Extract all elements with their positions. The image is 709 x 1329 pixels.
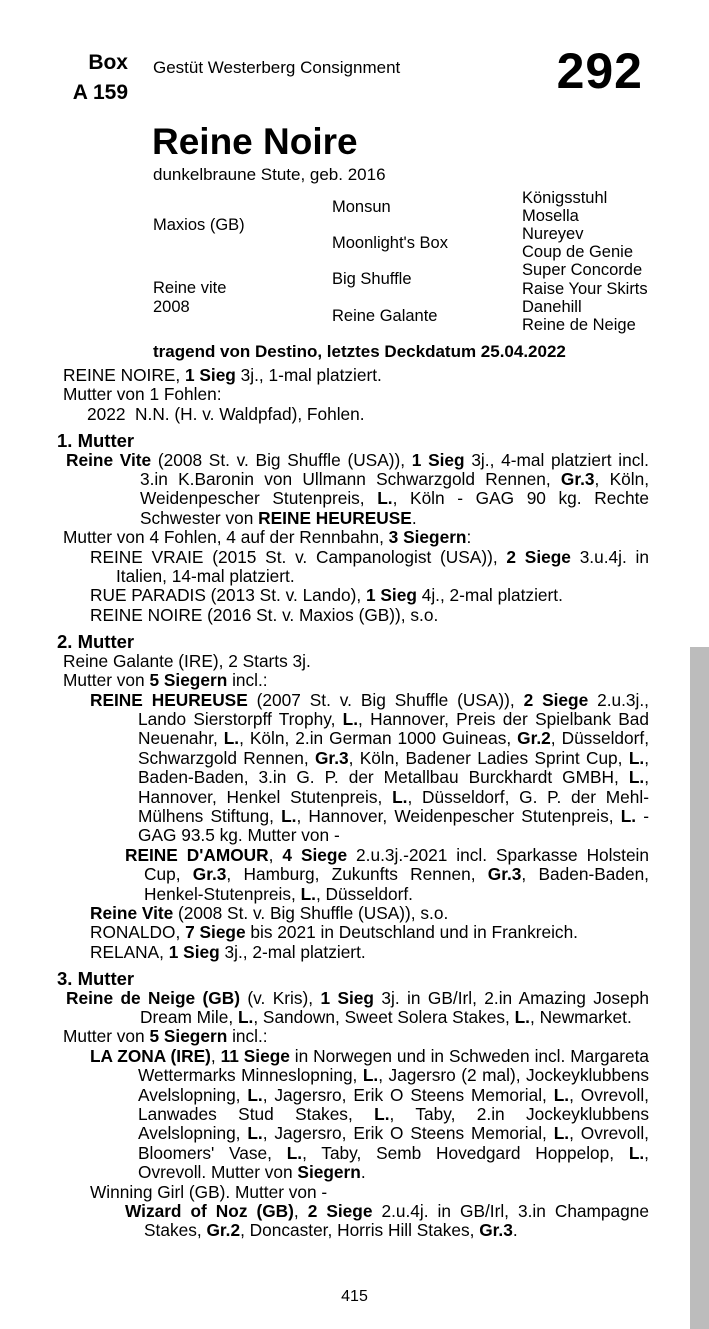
- box-label: Box: [88, 51, 128, 74]
- pedigree-gen3-name: Coup de Genie: [522, 243, 633, 262]
- scrollbar-thumb[interactable]: [690, 647, 709, 1329]
- offspring-entry-rue-paradis: RUE PARADIS (2013 St. v. Lando), 1 Sieg 4j., 2-mal platziert.: [90, 585, 563, 606]
- produce-summary-line: Mutter von 4 Fohlen, 4 auf der Rennbahn, 3 Siegern:: [63, 527, 472, 548]
- pedigree-name: Maxios (GB): [153, 215, 245, 234]
- offspring-entry-reine-noire: REINE NOIRE (2016 St. v. Maxios (GB)), s.o.: [90, 604, 439, 625]
- box-assignment: [40, 48, 128, 108]
- produce-summary-line: Mutter von 5 Siegern incl.:: [63, 670, 268, 691]
- catalog-body: [57, 365, 650, 1241]
- offspring-entry-relana: RELANA, 1 Sieg 3j., 2-mal platziert.: [90, 941, 366, 962]
- lot-number: 292: [556, 43, 643, 99]
- offspring-entry-la-zona: LA ZONA (IRE), 11 Siege in Norwegen und in Schweden incl. Margareta Wettermarks Minneslopning, L., Jagersro (2 mal), Jockeyklubbens Avelslopning, L., Jagersro, Erik O Steens Memorial, L., Ovrevoll, Lanwades Stud Stakes, L., Taby, 2.in Jockeyklubbens Avelslopning, L., Jagersro, Erik O Steens Memorial, L., Ovrevoll, Bloomers' Vase, L., Taby, Semb Hovedgard Hoppelop, L., Ovrevoll. Mutter von Siegern.: [90, 1045, 649, 1183]
- offspring-entry-reine-damour: REINE D'AMOUR, 4 Siege 2.u.3j.-2021 incl. Sparkasse Holstein Cup, Gr.3, Hamburg, Zukunfts Rennen, Gr.3, Baden-Baden, Henkel-Stutenpreis, L., Düsseldorf.: [125, 844, 650, 904]
- offspring-entry-reine-vraie: REINE VRAIE (2015 St. v. Campanologist (USA)), 2 Siege 3.u.4j. in Italien, 14-mal platziert.: [90, 546, 649, 587]
- offspring-entry-reine-vite: Reine Vite (2008 St. v. Big Shuffle (USA)), s.o.: [90, 902, 449, 923]
- pedigree-gen2-sire-of-dam: [332, 262, 522, 298]
- section-heading-1st-dam: 1. Mutter: [57, 430, 135, 452]
- pedigree-name: Big Shuffle: [332, 270, 412, 289]
- pedigree-gen3-name: Nureyev: [522, 224, 584, 243]
- page-number: 415: [341, 1288, 368, 1305]
- pedigree-table: [153, 189, 653, 335]
- pedigree-gen3-name: Raise Your Skirts: [522, 279, 648, 298]
- pedigree-name: Reine Galante: [332, 306, 438, 325]
- pedigree-gen2-dam-of-sire: [332, 225, 522, 261]
- offspring-entry-winning-girl: Winning Girl (GB). Mutter von -: [90, 1181, 328, 1202]
- section-heading-2nd-dam: 2. Mutter: [57, 631, 135, 653]
- horse-details: dunkelbraune Stute, geb. 2016: [153, 165, 386, 184]
- produce-summary-line: Mutter von 5 Siegern incl.:: [63, 1026, 268, 1047]
- pedigree-name: Reine vite: [153, 279, 227, 298]
- offspring-entry-ronaldo: RONALDO, 7 Siege bis 2021 in Deutschland und in Frankreich.: [90, 922, 578, 943]
- pedigree-dam: [153, 262, 332, 335]
- race-record-line: REINE NOIRE, 1 Sieg 3j., 1-mal platziert.: [63, 365, 382, 385]
- pedigree-dam-year: 2008: [153, 298, 190, 317]
- pedigree-gen3-name: Reine de Neige: [522, 315, 636, 334]
- offspring-entry-reine-heureuse: REINE HEUREUSE (2007 St. v. Big Shuffle (USA)), 2 Siege 2.u.3j., Lando Sierstorpff Trophy, L., Hannover, Preis der Spielbank Bad Neuenahr, L., Köln, 2.in German 1000 Guineas, Gr.2, Düsseldorf, Schwarzgold Rennen, Gr.3, Köln, Badener Ladies Sprint Cup, L., Baden-Baden, 3.in G. P. der Metallbau Burckhardt GMBH, L., Hannover, Henkel Stutenpreis, L., Düsseldorf, G. P. der Mehl-Mülhens Stiftung, L., Hannover, Weidenpescher Stutenpreis, L. - GAG 93.5 kg. Mutter von -: [90, 689, 649, 846]
- horse-name-title: Reine Noire: [152, 121, 358, 162]
- pedigree-gen2-dam-of-dam: [332, 298, 522, 334]
- dam-entry-reine-galante: Reine Galante (IRE), 2 Starts 3j.: [63, 650, 311, 671]
- pedigree-name: Moonlight's Box: [332, 234, 448, 253]
- consignor-name: Gestüt Westerberg Consignment: [153, 58, 401, 77]
- pedigree-sire: [153, 189, 332, 262]
- dam-entry-reine-de-neige: Reine de Neige (GB) (v. Kris), 1 Sieg 3j. in GB/Irl, 2.in Amazing Joseph Dream Mile, L., Sandown, Sweet Solera Stakes, L., Newmarket.: [66, 987, 649, 1027]
- covering-note: tragend von Destino, letztes Deckdatum 25.04.2022: [153, 342, 566, 361]
- pedigree-gen3-name: Königsstuhl: [522, 188, 608, 207]
- pedigree-gen3-name: Danehill: [522, 297, 582, 316]
- pedigree-gen3-name: Super Concorde: [522, 261, 643, 280]
- box-number: A 159: [72, 81, 128, 104]
- produce-summary-line: Mutter von 1 Fohlen:: [63, 384, 222, 405]
- pedigree-gen3-name: Mosella: [522, 206, 579, 225]
- foal-line: 2022 N.N. (H. v. Waldpfad), Fohlen.: [87, 403, 365, 424]
- offspring-entry-wizard-of-noz: Wizard of Noz (GB), 2 Siege 2.u.4j. in GB/Irl, 3.in Champagne Stakes, Gr.2, Doncaster, Horris Hill Stakes, Gr.3.: [125, 1201, 649, 1241]
- dam-entry-reine-vite: Reine Vite (2008 St. v. Big Shuffle (USA)), 1 Sieg 3j., 4-mal platziert incl. 3.in K.Baronin von Ullmann Schwarzgold Rennen, Gr.3, Köln, Weidenpescher Stutenpreis, L., Köln - GAG 90 kg. Rechte Schwester von REINE HEUREUSE.: [66, 449, 649, 528]
- pedigree-gen2-sire-of-sire: [332, 189, 522, 225]
- section-heading-3rd-dam: 3. Mutter: [57, 968, 135, 990]
- pedigree-name: Monsun: [332, 197, 391, 216]
